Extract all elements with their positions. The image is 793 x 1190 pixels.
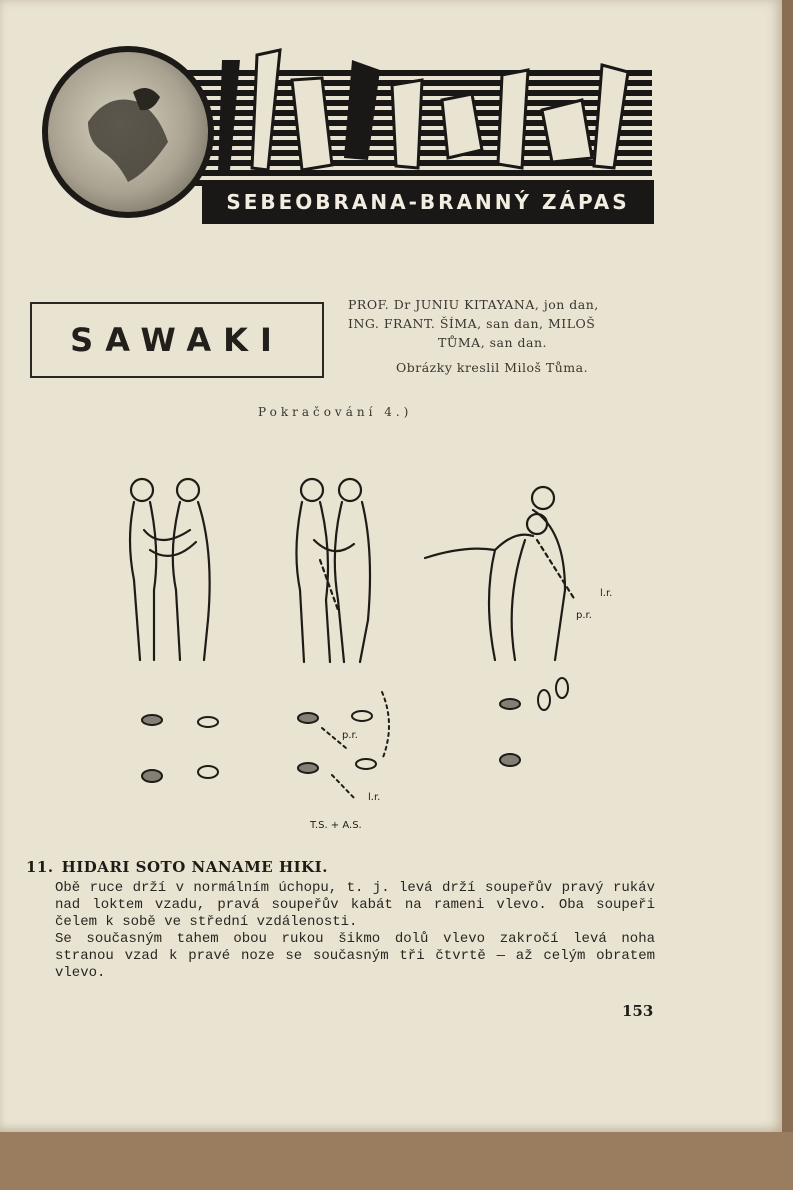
illustration-credit: Obrázky kreslil Miloš Tůma. (396, 360, 589, 375)
table-background (0, 1132, 793, 1190)
figure-label-pr-2: p.r. (342, 730, 358, 741)
paragraph-1: Obě ruce drží v normálním úchopu, t. j. levá drží soupeřův pravý rukáv nad loktem vzadu, pravá soupeřův kabát na rameni vlevo. Oba soupeři čelem k sobě ve střední vzdálenosti. (55, 880, 655, 930)
section-heading (26, 858, 328, 876)
page-number: 153 (622, 1002, 654, 1020)
article-title-box (30, 302, 324, 378)
figure-label-lr-2: l.r. (368, 792, 381, 803)
figure-label-lr: l.r. (600, 588, 613, 599)
author-line-2: ING. FRANT. ŠÍMA, san dan, MILOŠ (348, 316, 596, 331)
magazine-logo (42, 40, 654, 228)
continued-note: Pokračování 4.) (258, 405, 413, 419)
figure-label-ts-as: T.S. + A.S. (310, 820, 362, 831)
paragraph-2: Se současným tahem obou rukou šikmo dolů vlevo zakročí levá noha stranou vzad k pravé noze se současným tři čtvrtě — až celým obratem vlevo. (55, 931, 655, 981)
author-line-3: TŮMA, san dan. (438, 335, 548, 350)
authors-block (348, 295, 668, 377)
logo-photo-circle (42, 46, 214, 218)
logo-lettering (182, 40, 652, 190)
technique-illustrations (120, 470, 640, 840)
logo-subtitle: SEBEOBRANA-BRANNÝ ZÁPAS (202, 180, 654, 224)
section-body (55, 880, 655, 982)
figure-pair-3 (425, 487, 575, 660)
section-number: 11. (26, 858, 54, 876)
section-title: HIDARI SOTO NANAME HIKI. (61, 858, 328, 876)
article-title: SAWAKI (70, 321, 284, 359)
figure-pair-2 (296, 479, 370, 662)
figure-label-pr: p.r. (576, 610, 592, 621)
figure-drawings (120, 470, 640, 840)
author-line-1: PROF. Dr JUNIU KITAYANA, jon dan, (348, 297, 599, 312)
figure-pair-1 (130, 479, 210, 660)
